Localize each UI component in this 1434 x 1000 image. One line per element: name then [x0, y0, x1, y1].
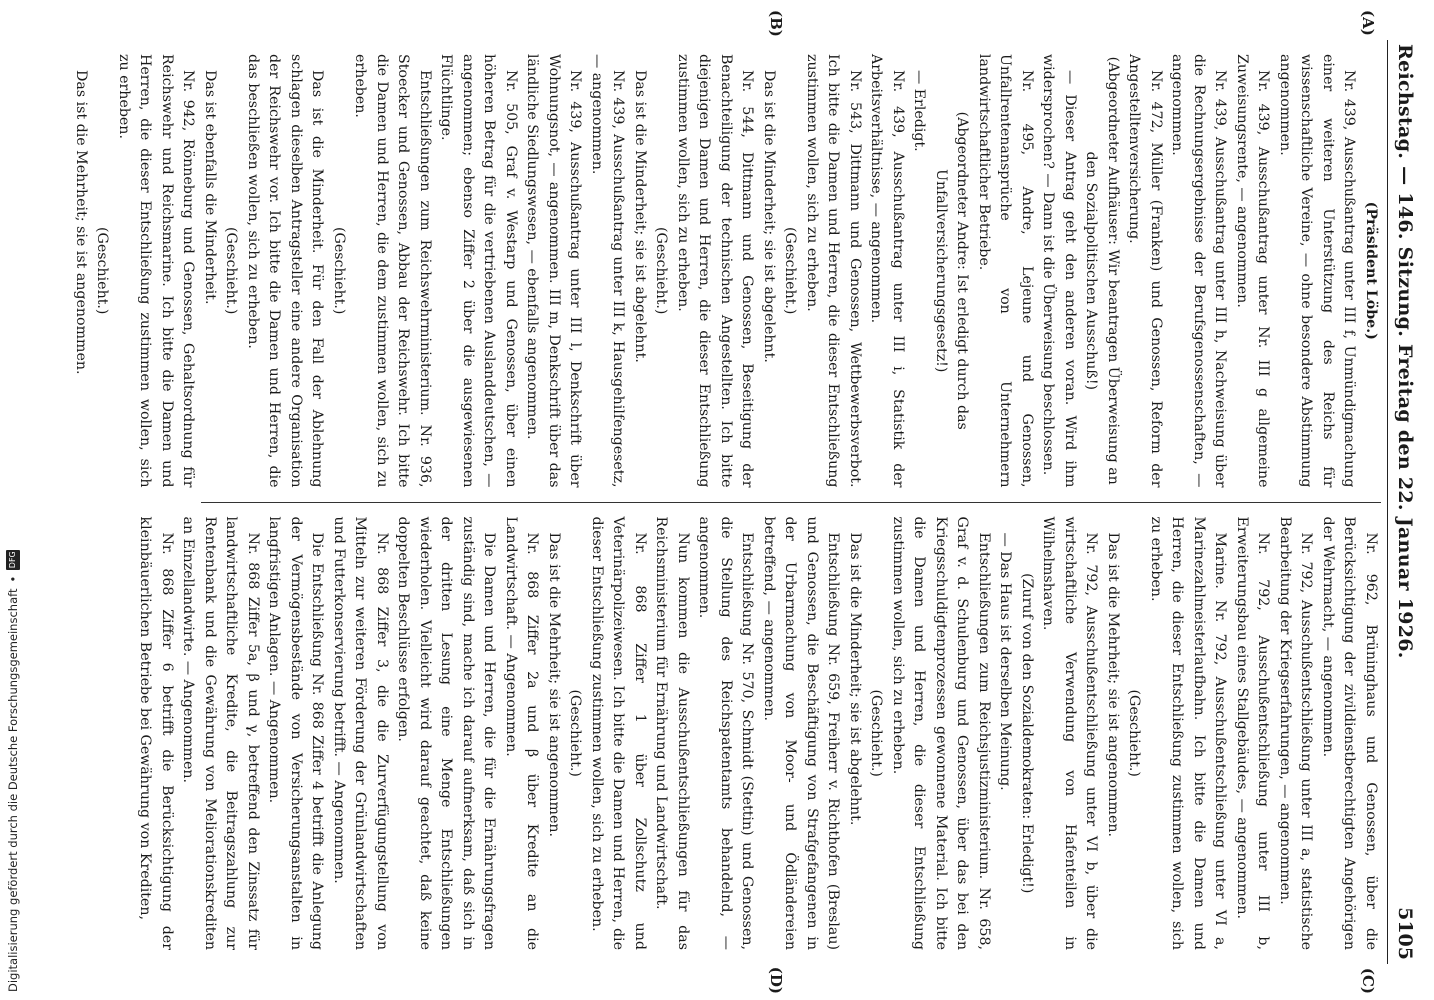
paragraph: Nr. 868 Ziffer 2a und β über Kredite an die Landwirtschaft. — Angenommen.	[503, 516, 541, 950]
page-title: Reichstag. — 146. Sitzung. Freitag den 22. Januar 1926.	[1394, 44, 1416, 659]
paragraph: Nr. 439, Ausschußantrag unter III i, Statistik der Arbeitsverhältnisse, — angenommen.	[868, 54, 906, 488]
paragraph: (Geschieht.)	[94, 227, 111, 315]
page-number: 5105	[1394, 907, 1416, 960]
paragraph: Das ist die Minderheit; sie ist abgelehnt.	[632, 70, 648, 363]
paragraph: Nr. 792, Ausschußentschließung unter VI b, über die wirtschaftliche Verwendung von Hafenteilen in Wilhelmshaven.	[1040, 516, 1100, 950]
paragraph: Entschließungen zum Reichswehrministerium. Nr. 936, Stoecker und Genossen, Abbau der Reichswehr. Ich bitte die Damen und Herren, die dem zustimmen wollen, sich zu erheben.	[352, 54, 433, 488]
paragraph: Das ist die Minderheit; sie ist abgelehnt.	[847, 532, 863, 826]
paragraph: Nr. 439, Ausschußantrag unter III h, Nachweisung über die Rechnungsergebnisse der Berufsgenossenschaften, — angenommen.	[1169, 54, 1229, 488]
paragraph: Nr. 472, Müller (Franken) und Genossen, Reform der Angestelltenversicherung.	[1126, 54, 1164, 488]
paragraph: Nr. 942, Rönneburg und Genossen, Gehaltsordnung für Reichswehr und Reichsmarine. Ich bitte die Damen und Herren, die dieser Entschließung zustimmen wollen, sich zu erheben.	[116, 54, 197, 488]
paragraph: Das ist die Mehrheit; sie ist angenommen.	[73, 70, 89, 375]
paragraph: Marine. Nr. 792, Ausschußentschließung unter VI a, Marinezahlmeisterlaufbahn. Ich bitte die Damen und Herren, die dieser Entschließung zustimmen wollen, sich zu erheben.	[1148, 516, 1229, 950]
newspaper-page	[73, 0, 1434, 1000]
paragraph: (Abgeordneter Andre: Ist erledigt durch das Unfallversicherungsgesetz!)	[933, 111, 971, 430]
paragraph: Nr. 439, Ausschußantrag unter III f, Unmündigmachung einer weiteren Unterstützung des Reichs für wissenschaftliche Vereine, — ohne besondere Abstimmung angenommen.	[1277, 54, 1358, 488]
paragraph: Das ist die Mehrheit; sie ist angenommen.	[546, 532, 562, 838]
paragraph: Nr. 505, Graf v. Westarp und Genossen, über einen höheren Betrag für die vertriebenen Auslanddeutschen, — angenommen; ebenso Ziffer 2 über die ausgewiesenen Flüchtlinge.	[438, 54, 519, 488]
margin-mark-c: (C)	[1359, 967, 1377, 994]
paragraph: Nr. 962, Brüninghaus und Genossen, über die Berücksichtigung der zivildienstberechtigten Angehörigen der Wehrmacht, — angenommen.	[1320, 516, 1379, 950]
paragraph: Das ist die Minderheit. Für den Fall der Ablehnung schlagen dieselben Antragsteller eine andere Organisation der Reichswehr vor. Ich bitte die Damen und Herren, die das beschließen wollen, sich zu erheben.	[245, 54, 326, 488]
paragraph: Das ist ebenfalls die Minderheit.	[202, 70, 218, 305]
paragraph: Nr. 792, Ausschußentschließung unter III b, Erweiterungsbau eines Stallgebäudes, — angenommen.	[1234, 516, 1272, 950]
text-columns	[73, 10, 1381, 994]
paragraph: Entschließungen zum Reichsjustizministerium. Nr. 658, Graf v. d. Schulenburg und Genossen, über das bei den Kriegsschuldigtenprozessen gewonnene Material. Ich bitte die Damen und Herren, die dieser Entschließung zustimmen wollen, sich zu erheben.	[890, 516, 992, 950]
page-header	[1387, 40, 1420, 964]
margin-mark-b: (B)	[767, 10, 785, 37]
paragraph: (Abgeordneter Aufhäuser: Wir beantragen Überweisung an den Sozialpolitischen Ausschuß!)	[1083, 56, 1121, 485]
paragraph: Nr. 439, Ausschußantrag unter III k, Hausgehilfengesetz, — angenommen.	[589, 54, 627, 488]
paragraph: Das ist die Minderheit; sie ist abgelehnt.	[761, 70, 777, 363]
paragraph: Nr. 792, Ausschußentschließung unter III a, statistische Bearbeitung der Kriegserfahrungen, — angenommen.	[1277, 516, 1315, 950]
right-column	[137, 503, 1381, 965]
credit-label: Digitalisierung gefördert durch die Deutsche Forschungsgemeinschaft	[6, 588, 20, 992]
paragraph: Die Damen und Herren, die für die Ernährungsfragen zuständig sind, mache ich darauf aufmerksam, daß sich in der dritten Lesung eine Menge Entschließungen wiederholen. Vielleicht wird darauf geachtet, daß keine doppelten Beschlüsse erfolgen.	[395, 516, 498, 950]
paragraph: (Zuruf von den Sozialdemokraten: Erledigt!)	[1019, 573, 1035, 894]
paragraph: — Das Haus ist derselben Meinung.	[997, 532, 1014, 791]
paragraph: (Geschieht.)	[868, 689, 885, 777]
paragraph: Nr. 495, Andre, Lejeune und Genossen, Unfallrentenansprüche von Unternehmern landwirtschaftlicher Betriebe.	[976, 54, 1035, 488]
paragraph: — Erledigt.	[911, 70, 928, 152]
paragraph: (Geschieht.)	[653, 227, 670, 315]
paragraph: Nr. 439, Ausschußantrag unter Nr. III g allgemeine Zuweisungsrente, — angenommen.	[1234, 54, 1272, 488]
paragraph: Nun kommen die Ausschußentschließungen für das Reichsministerium für Ernährung und Landwirtschaft.	[653, 516, 691, 950]
margin-mark-a: (A)	[1359, 10, 1377, 36]
digitization-credit: Digitalisierung gefördert durch die Deutsche Forschungsgemeinschaft • DFG	[2, 0, 24, 1000]
paragraph: Nr. 544, Dittmann und Genossen, Beseitigung der Benachteiligung der technischen Angestellten. Ich bitte diejenigen Damen und Herren, die dieser Entschließung zustimmen wollen, sich zu erheben.	[675, 54, 756, 488]
paragraph: (Geschieht.)	[223, 227, 240, 315]
paragraph: Die Entschließung Nr. 868 Ziffer 4 betrifft die Anlegung der Vermögensbestände von Versicherungsanstalten in langfristigen Anlagen. — Angenommen.	[266, 516, 326, 950]
paragraph: — Dieser Antrag geht den anderen voran. Wird ihm widersprochen? — Dann ist die Überweisung beschlossen.	[1040, 54, 1078, 488]
dfg-logo: DFG	[6, 550, 20, 570]
paragraph: Entschließung Nr. 659, Freiherr v. Richthofen (Breslau) und Genossen, die Beschäftigung von Strafgefangenen in der Urbarmachung von Moor- und Ödländereien betreffend, — angenommen.	[761, 516, 842, 950]
paragraph: Nr. 868 Ziffer 3, die die Zurverfügungstellung von Mitteln zur weiteren Förderung der Grünlandwirtschaften und Futterkonservierung betrifft. — Angenommen.	[331, 516, 390, 950]
paragraph: Nr. 543, Dittmann und Genossen, Wettbewerbsverbot. Ich bitte die Damen und Herren, die dieser Entschließung zustimmen wollen, sich zu erheben.	[804, 54, 863, 488]
paragraph: (Geschieht.)	[331, 227, 347, 315]
paragraph: Nr. 868 Ziffer 5a, β und γ, betreffend den Zinssatz für landwirtschaftliche Kredite, die Beitragszahlung zur Rentenbank und die Gewährung von Meliorationskrediten an Einzellandwirte. — Angenommen.	[180, 516, 261, 950]
paragraph: Entschließung Nr. 570, Schmidt (Stettin) und Genossen, die Stellung des Reichspatentamts behandelnd, — angenommen.	[696, 516, 756, 950]
paragraph: Nr. 868 Ziffer 1 über Zollschutz und Veterinärpolizeiwesen. Ich bitte die Damen und Herren, die dieser Entschließung zustimmen wollen, sich zu erheben.	[589, 516, 648, 950]
paragraph: Nr. 439, Ausschußantrag unter III l, Denkschrift über Wohnungsnot, — angenommen. III m, Denkschrift über das ländliche Siedlungswesen, — ebenfalls angenommen.	[524, 54, 584, 488]
paragraph: Nr. 868 Ziffer 6 betrifft die Berücksichtigung der kleinbäuerlichen Betriebe bei Gewährung von Krediten,	[137, 516, 175, 950]
left-column	[73, 40, 1381, 503]
paragraph: (Präsident Löbe.)	[1363, 201, 1379, 340]
paragraph: (Geschieht.)	[782, 227, 799, 315]
paragraph: Das ist die Mehrheit; sie ist angenommen.	[1105, 532, 1121, 838]
paragraph: (Geschieht.)	[1126, 689, 1143, 777]
margin-mark-d: (D)	[767, 966, 785, 994]
paragraph: (Geschieht.)	[567, 689, 584, 777]
